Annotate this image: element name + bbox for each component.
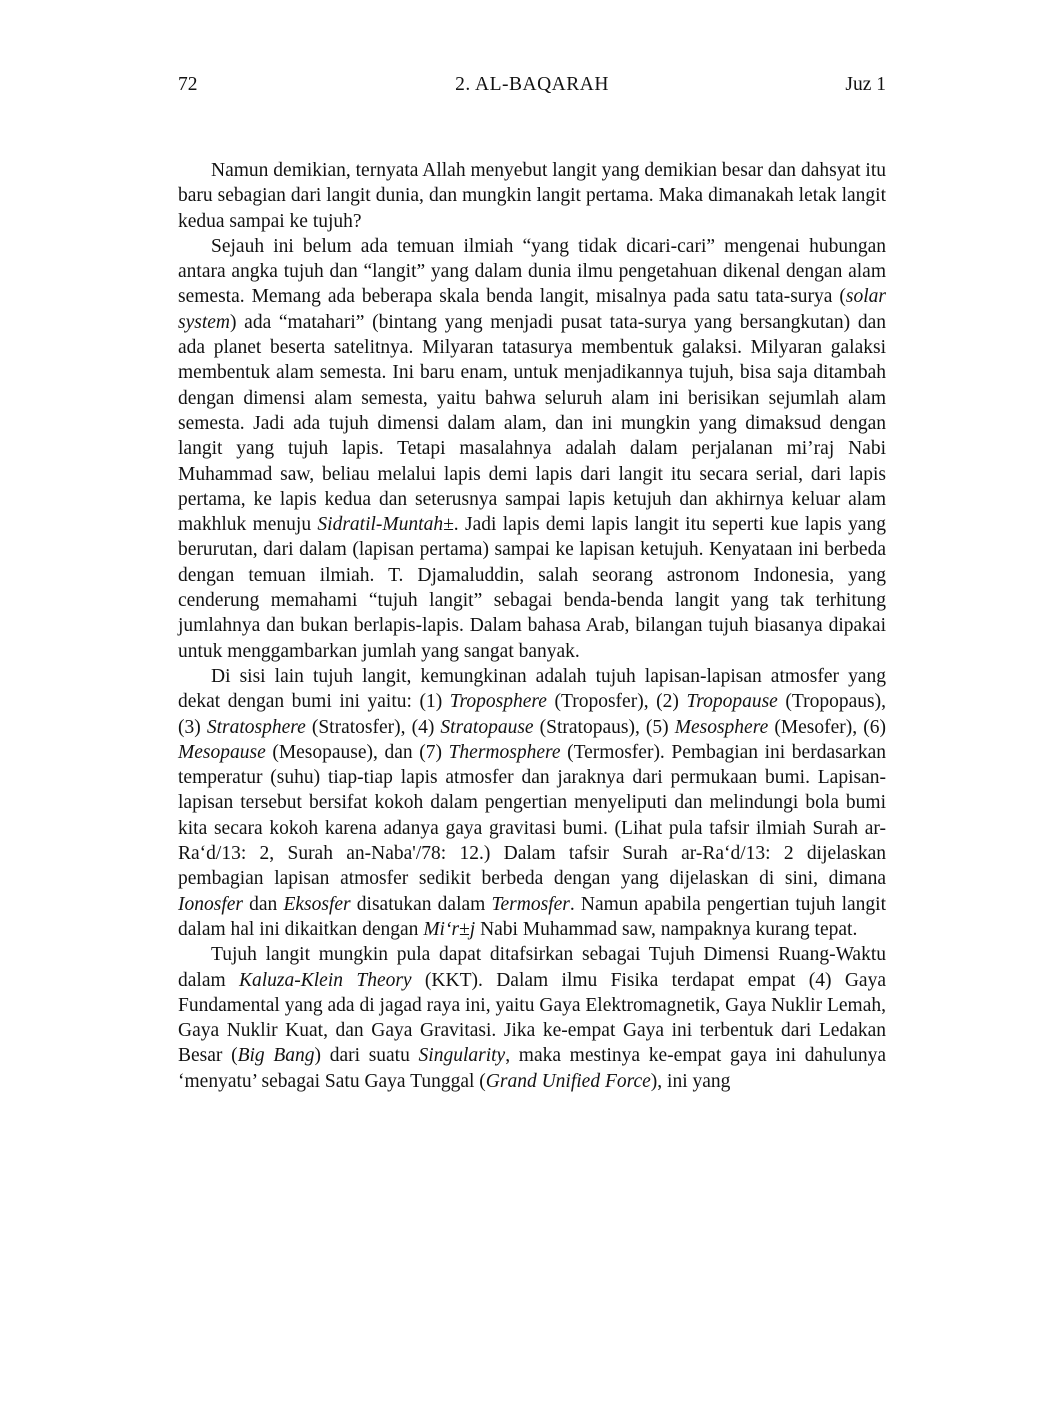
text-run: ) dari suatu [314,1045,419,1067]
text-run: Tropopause [686,691,778,713]
text-run: (Stratosfer), (4) [305,716,441,738]
text-run: Sejauh ini belum ada temuan ilmiah “yang tidak dicari-cari” mengenai hubungan antara angka tujuh dan “langit” yang dalam dunia ilmu pengetahuan dikenal dengan alam semesta. Memang ada beberapa skala benda langit, misalnya pada satu tata-surya ( [178,235,886,308]
page-number: 72 [178,74,198,95]
text-run: Troposphere [449,691,547,713]
text-run: (Mesopause), dan (7) [265,741,449,763]
text-run: Ionosfer [178,893,243,915]
text-run: Di sisi lain tujuh langit, kemungkinan adalah tujuh lapisan-lapisan atmosfer yang dekat dengan bumi ini yaitu: (1) [178,665,886,713]
text-run: . Namun apabila pengertian tujuh langit dalam hal ini dikaitkan dengan [178,893,886,940]
text-run: Stratosphere [206,716,306,738]
paragraph [178,942,886,1094]
paragraph [178,664,886,942]
text-run: Mi‘r±j [423,918,476,940]
text-run: Kaluza-Klein Theory [239,969,412,991]
text-run: Namun demikian, ternyata Allah menyebut langit yang demikian besar dan dahsyat itu baru sebagian dari langit dunia, dan mungkin langit pertama. Maka dimanakah letak langit kedua sampai ke tujuh? [178,160,886,232]
chapter-title: 2. AL-BAQARAH [455,74,609,95]
paragraph [178,158,886,234]
text-run: dan [243,893,284,915]
text-run: (Termosfer). Pembagian ini berdasarkan temperatur (suhu) tiap-tiap lapis atmosfer dan jaraknya dari permukaan bumi. Lapisan-lapisan tersebut bersifat kokoh dalam pengertian menyeliputi dan melindungi bola bumi kita secara kokoh karena adanya gaya gravitasi bumi. (Lihat pula tafsir ilmiah Surah ar-Ra‘d/13: 2, Surah an-Naba'/78: 12.) Dalam tafsir Surah ar-Ra‘d/13: 2 dijelaskan pembagian lapisan atmosfer sedikit berbeda dengan yang dijelaskan di sini, dimana [178,741,886,890]
text-run: Stratopause [440,716,534,738]
text-run: Mesosphere [674,716,769,738]
text-run: (Stratopaus), (5) [533,716,675,738]
paragraph [178,234,886,664]
text-run: Sidratil-Muntah± [317,514,454,536]
text-run: Thermosphere [448,741,561,763]
text-run: (Tropopaus), (3) [178,691,886,738]
text-run: Tujuh langit mungkin pula dapat ditafsirkan sebagai Tujuh Dimensi Ruang-Waktu dalam [178,944,886,991]
text-run: ) ada “matahari” (bintang yang menjadi pusat tata-surya yang bersangkutan) dan ada planet beserta satelitnya. Milyaran tatasurya membentuk galaksi. Milyaran galaksi membentuk alam semesta. Ini baru enam, untuk menjadikannya tujuh, bisa saja ditambah dengan dimensi alam semesta, yaitu bahwa seluruh alam ini berisikan sejumlah alam semesta. Jadi ada tujuh dimensi dalam alam, dan ini mungkin yang dimaksud dengan langit yang tujuh lapis. Tetapi masalahnya adalah dalam perjalanan mi’raj Nabi Muhammad saw, beliau melalui lapis demi lapis dari langit itu secara serial, dari lapis pertama, ke lapis kedua dan seterusnya sampai lapis ketujuh dan akhirnya keluar alam makhluk menuju [178,311,886,536]
text-run: Singularity [418,1045,506,1067]
text-run: ), ini yang [650,1070,731,1092]
text-run: disatukan dalam [350,893,492,915]
text-run: Nabi Muhammad saw, nampaknya kurang tepat. [475,918,858,940]
text-run: Termosfer [491,893,570,915]
text-run: Eksosfer [283,893,351,915]
text-run: Mesopause [178,741,266,763]
text-run: solar system [178,286,886,333]
text-run: (Troposfer), (2) [546,691,687,713]
page-header [178,72,886,98]
text-run: Big Bang [237,1045,315,1067]
text-run: (KKT). Dalam ilmu Fisika terdapat empat (4) Gaya Fundamental yang ada di jagad raya ini, yaitu Gaya Elektromagnetik, Gaya Nuklir Lemah, Gaya Nuklir Kuat, dan Gaya Gravitasi. Jika ke-empat Gaya ini terbentuk dari Ledakan Besar ( [178,969,886,1067]
juz-label: Juz 1 [845,74,886,95]
text-run: . Jadi lapis demi lapis langit itu seperti kue lapis yang berurutan, dari dalam (lapisan pertama) sampai ke lapisan ketujuh. Kenyataan ini berbeda dengan temuan ilmiah. T. Djamaluddin, salah seorang astronom Indonesia, yang cenderung memahami “tujuh langit” sebagai benda-benda langit yang tak terhitung jumlahnya dan bukan berlapis-lapis. Dalam bahasa Arab, bilangan tujuh biasanya dipakai untuk menggambarkan jumlah yang sangat banyak. [178,514,887,662]
text-run: , maka mestinya ke-empat gaya ini dahulunya ‘menyatu’ sebagai Satu Gaya Tunggal ( [178,1045,886,1092]
body-paragraphs [178,158,886,1094]
text-run: Grand Unified Force [485,1070,651,1092]
text-run: (Mesofer), (6) [768,716,886,738]
